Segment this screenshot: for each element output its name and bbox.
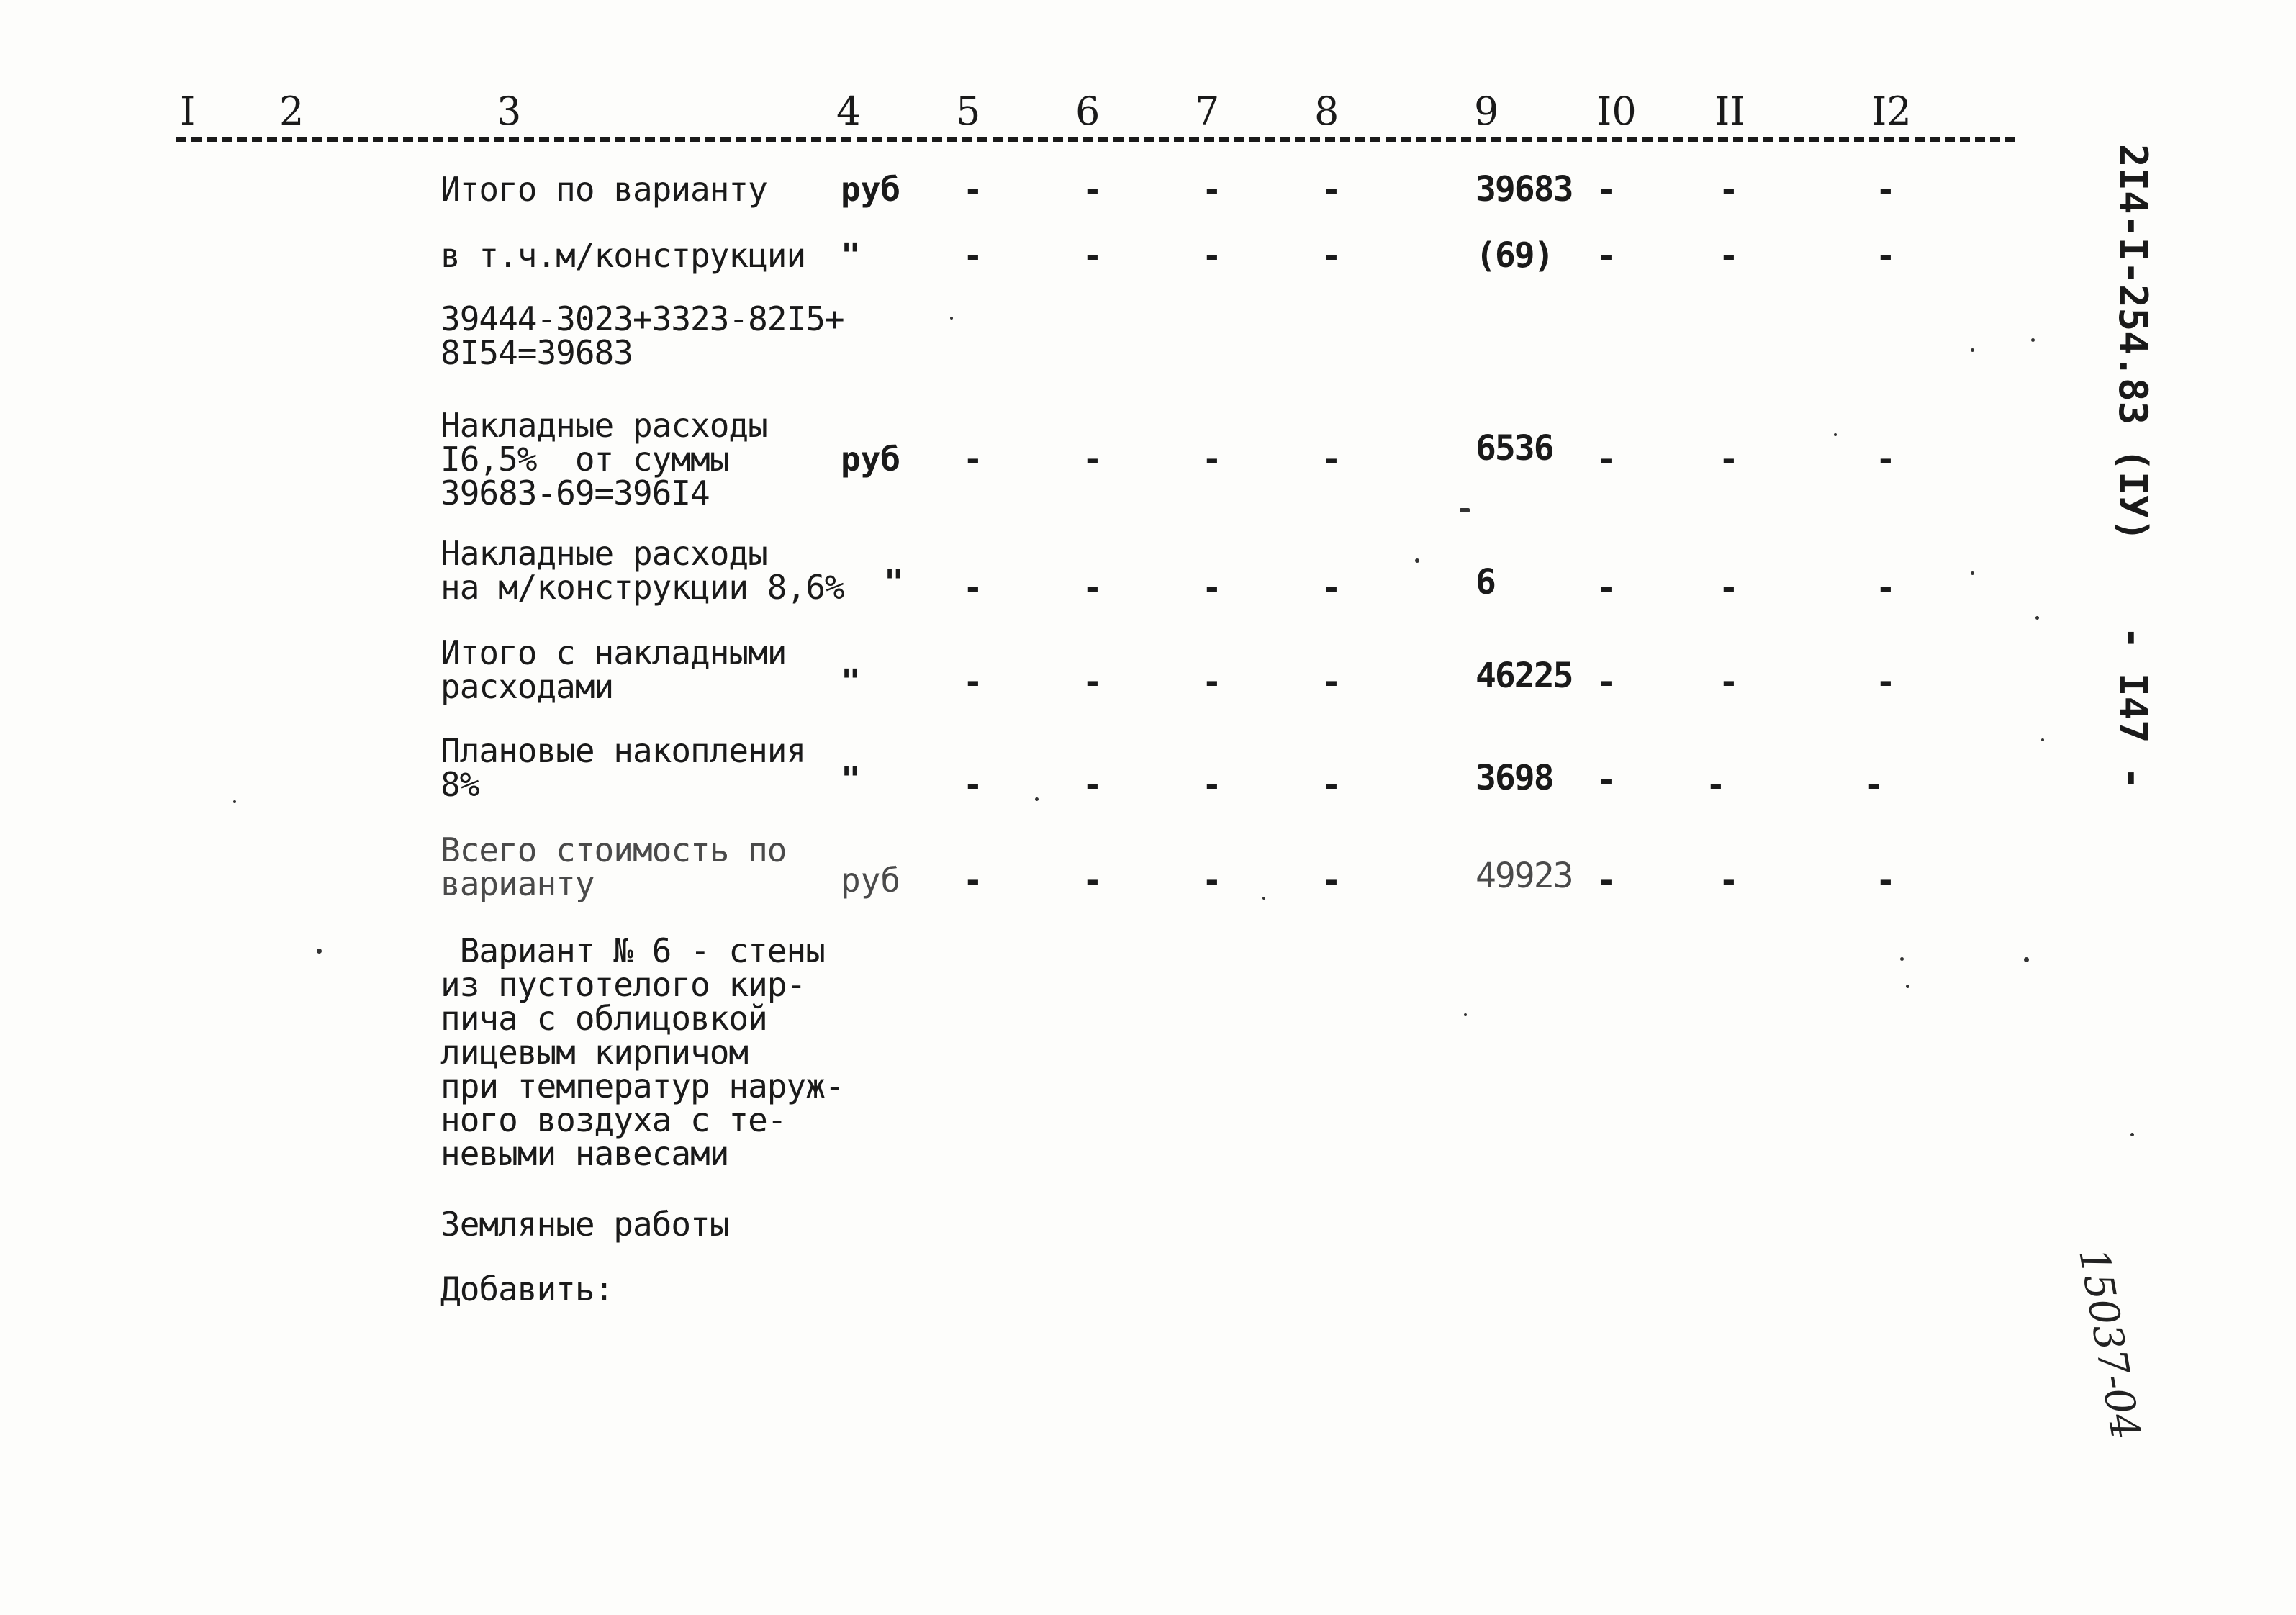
row-dash: - <box>1596 440 1617 479</box>
row-value: 49923 <box>1475 856 1573 896</box>
row-dash: - <box>1876 170 1896 209</box>
col-header-2: 2 <box>279 89 304 134</box>
page-number: - I47 - <box>2110 626 2156 790</box>
scan-speck <box>1834 433 1837 436</box>
row-dash: - <box>1321 440 1342 479</box>
col-header-10: I0 <box>1596 89 1637 134</box>
col-header-6: 6 <box>1075 89 1100 134</box>
scan-speck <box>1035 797 1039 801</box>
scan-speck <box>1464 1013 1467 1016</box>
row-dash: - <box>1596 662 1617 701</box>
row-dash: - <box>1083 568 1103 607</box>
scan-speck <box>1971 348 1974 352</box>
earthworks-heading: Земляные работы <box>440 1205 729 1244</box>
document-code: 2I4-I-254.83 (IУ) <box>2110 144 2156 542</box>
row-calculation: 39444-3023+3323-82I5+ 8I54=39683 <box>440 299 844 372</box>
row-dash: - <box>1719 440 1739 479</box>
col-header-7: 7 <box>1195 89 1220 134</box>
row-dash: - <box>1202 568 1222 607</box>
scan-speck <box>1906 985 1909 988</box>
row-dash: - <box>1876 440 1896 479</box>
row-dash: - <box>1876 568 1896 607</box>
row-dash: - <box>1083 170 1103 209</box>
row-value: 6 <box>1475 562 1495 602</box>
row-value: (69) <box>1475 235 1553 276</box>
row-description: Накладные расходы на м/конструкции 8,6% <box>440 534 844 607</box>
scan-speck <box>950 317 953 320</box>
row-unit: " <box>841 236 861 275</box>
variant-description: Вариант № 6 - стены из пустотелого кир- пича с облицовкой лицевым кирпичом при температур наруж- ного воздуха с те- невыми навесами <box>440 931 844 1173</box>
row-description: Всего стоимость по варианту <box>440 831 787 903</box>
col-header-1: I <box>180 89 196 134</box>
row-dash: - <box>1876 861 1896 900</box>
col-header-8: 8 <box>1314 89 1339 134</box>
row-dash: - <box>1719 236 1739 275</box>
row-value: 3698 <box>1475 758 1553 798</box>
row-description: Накладные расходы I6,5% от суммы 39683-69=396I4 <box>440 406 767 512</box>
scan-speck <box>2130 1133 2134 1136</box>
row-dash: - <box>963 440 983 479</box>
row-dash: - <box>1321 861 1342 900</box>
scan-speck <box>1460 508 1470 512</box>
row-dash: - <box>1719 568 1739 607</box>
row-dash: - <box>963 662 983 701</box>
row-dash: - <box>1719 170 1739 209</box>
row-dash: - <box>1596 861 1617 900</box>
row-description: Плановые накопления 8% <box>440 731 806 804</box>
scan-speck <box>317 949 322 954</box>
row-dash: - <box>1719 662 1739 701</box>
row-value: 6536 <box>1475 428 1553 469</box>
row-unit: " <box>884 563 904 602</box>
scan-speck <box>1900 957 1904 961</box>
row-dash: - <box>1876 662 1896 701</box>
col-header-11: II <box>1714 89 1745 134</box>
row-dash: - <box>1083 440 1103 479</box>
scan-speck <box>2031 338 2035 342</box>
row-dash: - <box>1083 236 1103 275</box>
row-dash: - <box>1706 765 1726 804</box>
row-description: Итого с накладными расходами <box>440 633 787 706</box>
row-dash: - <box>1202 861 1222 900</box>
row-dash: - <box>1596 236 1617 275</box>
row-dash: - <box>1202 662 1222 701</box>
row-unit: " <box>841 662 861 701</box>
row-dash: - <box>1202 765 1222 804</box>
row-unit: руб <box>841 440 901 479</box>
row-unit: руб <box>841 170 901 209</box>
col-header-9: 9 <box>1474 89 1499 134</box>
scan-speck <box>2024 957 2029 962</box>
scan-speck <box>2041 738 2044 741</box>
row-dash: - <box>1321 568 1342 607</box>
row-unit: " <box>841 760 861 799</box>
col-header-4: 4 <box>836 89 862 134</box>
row-unit: руб <box>841 861 901 900</box>
scan-speck <box>1262 897 1265 900</box>
row-dash: - <box>1083 861 1103 900</box>
row-dash: - <box>963 170 983 209</box>
col-header-5: 5 <box>956 89 981 134</box>
row-dash: - <box>1596 568 1617 607</box>
scan-speck <box>1415 558 1419 563</box>
add-label: Добавить: <box>440 1270 614 1308</box>
row-dash: - <box>1596 760 1617 799</box>
scan-speck <box>2035 616 2039 620</box>
row-dash: - <box>1876 236 1896 275</box>
scan-speck <box>233 800 236 803</box>
header-dashed-rule <box>176 137 2015 142</box>
row-dash: - <box>1202 440 1222 479</box>
row-dash: - <box>963 568 983 607</box>
row-dash: - <box>963 765 983 804</box>
row-dash: - <box>1321 662 1342 701</box>
row-dash: - <box>1083 765 1103 804</box>
row-dash: - <box>1202 170 1222 209</box>
row-dash: - <box>1202 236 1222 275</box>
row-dash: - <box>1596 170 1617 209</box>
row-description: в т.ч.м/конструкции <box>440 236 806 275</box>
row-dash: - <box>1083 662 1103 701</box>
row-value: 39683 <box>1475 169 1573 209</box>
row-dash: - <box>963 861 983 900</box>
row-dash: - <box>1321 765 1342 804</box>
scan-speck <box>1971 571 1974 575</box>
row-dash: - <box>1864 765 1884 804</box>
col-header-12: I2 <box>1871 89 1912 134</box>
col-header-3: 3 <box>497 89 522 134</box>
row-description: Итого по варианту <box>440 170 767 209</box>
row-dash: - <box>963 236 983 275</box>
handwritten-number: 15037-04 <box>2069 1244 2149 1444</box>
row-dash: - <box>1321 236 1342 275</box>
row-value: 46225 <box>1475 656 1573 696</box>
row-dash: - <box>1719 861 1739 900</box>
row-dash: - <box>1321 170 1342 209</box>
